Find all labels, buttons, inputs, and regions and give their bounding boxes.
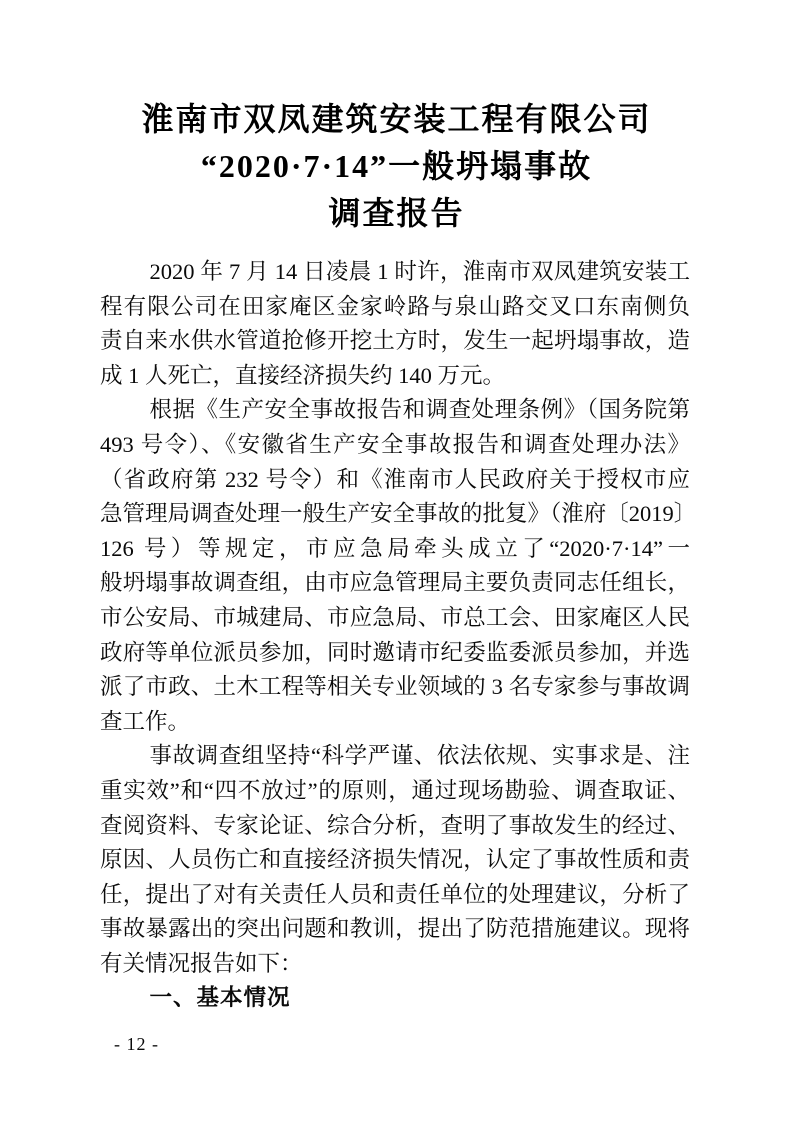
paragraph-3-line: 事故暴露出的突出问题和教训，提出了防范措施建议。现将 xyxy=(100,916,690,942)
paragraph-2-line: 查工作。 xyxy=(100,708,191,734)
paragraph-2-line: 市公安局、市城建局、市应急局、市总工会、田家庵区人民 xyxy=(100,604,690,630)
paragraph-3-line: 任，提出了对有关责任人员和责任单位的处理建议，分析了 xyxy=(100,881,690,907)
title-line-company: 淮南市双凤建筑安装工程有限公司 xyxy=(141,101,652,137)
paragraph-3-line: 原因、人员伤亡和直接经济损失情况，认定了事故性质和责 xyxy=(100,847,690,873)
section-heading-basic-situation: 一、基本情况 xyxy=(149,985,291,1011)
paragraph-2-line: 般坍塌事故调查组，由市应急管理局主要负责同志任组长， xyxy=(100,570,690,596)
paragraph-3-line: 重实效”和“四不放过”的原则，通过现场勘验、调查取证、 xyxy=(100,777,690,803)
paragraph-2-line: 派了市政、土木工程等相关专业领域的 3 名专家参与事故调 xyxy=(100,674,690,700)
paragraph-2-line: 政府等单位派员参加，同时邀请市纪委监委派员参加，并选 xyxy=(100,639,690,665)
paragraph-2-line: （省政府第 232 号令）和《淮南市人民政府关于授权市应 xyxy=(100,466,690,492)
paragraph-1-line: 成 1 人死亡，直接经济损失约 140 万元。 xyxy=(100,362,506,388)
paragraph-1-line: 2020 年 7 月 14 日凌晨 1 时许，淮南市双凤建筑安装工 xyxy=(149,259,690,284)
report-title xyxy=(0,96,793,237)
report-body xyxy=(100,255,697,1016)
paragraph-3-line: 有关情况报告如下： xyxy=(100,950,303,976)
paragraph-2-line: 急管理局调查处理一般生产安全事故的批复》（淮府〔2019〕 xyxy=(100,501,697,527)
title-line-report: 调查报告 xyxy=(328,195,465,231)
title-line-accident: “2020·7·14”一般坍塌事故 xyxy=(200,148,593,184)
paragraph-2-line: 493 号令）、《安徽省生产安全事故报告和调查处理办法》 xyxy=(100,431,690,457)
paragraph-1-line: 责自来水供水管道抢修开挖土方时，发生一起坍塌事故，造 xyxy=(100,328,690,354)
page-number: - 12 - xyxy=(114,1034,159,1054)
paragraph-3-line: 事故调查组坚持“科学严谨、依法依规、实事求是、注 xyxy=(149,743,690,769)
paragraph-2-line: 根据《生产安全事故报告和调查处理条例》（国务院第 xyxy=(149,397,690,423)
paragraph-1-line: 程有限公司在田家庵区金家岭路与泉山路交叉口东南侧负 xyxy=(100,293,690,319)
paragraph-3-line: 查阅资料、专家论证、综合分析，查明了事故发生的经过、 xyxy=(100,812,690,838)
paragraph-2-line: 126 号）等规定，市应急局牵头成立了“2020·7·14”一 xyxy=(100,535,690,561)
